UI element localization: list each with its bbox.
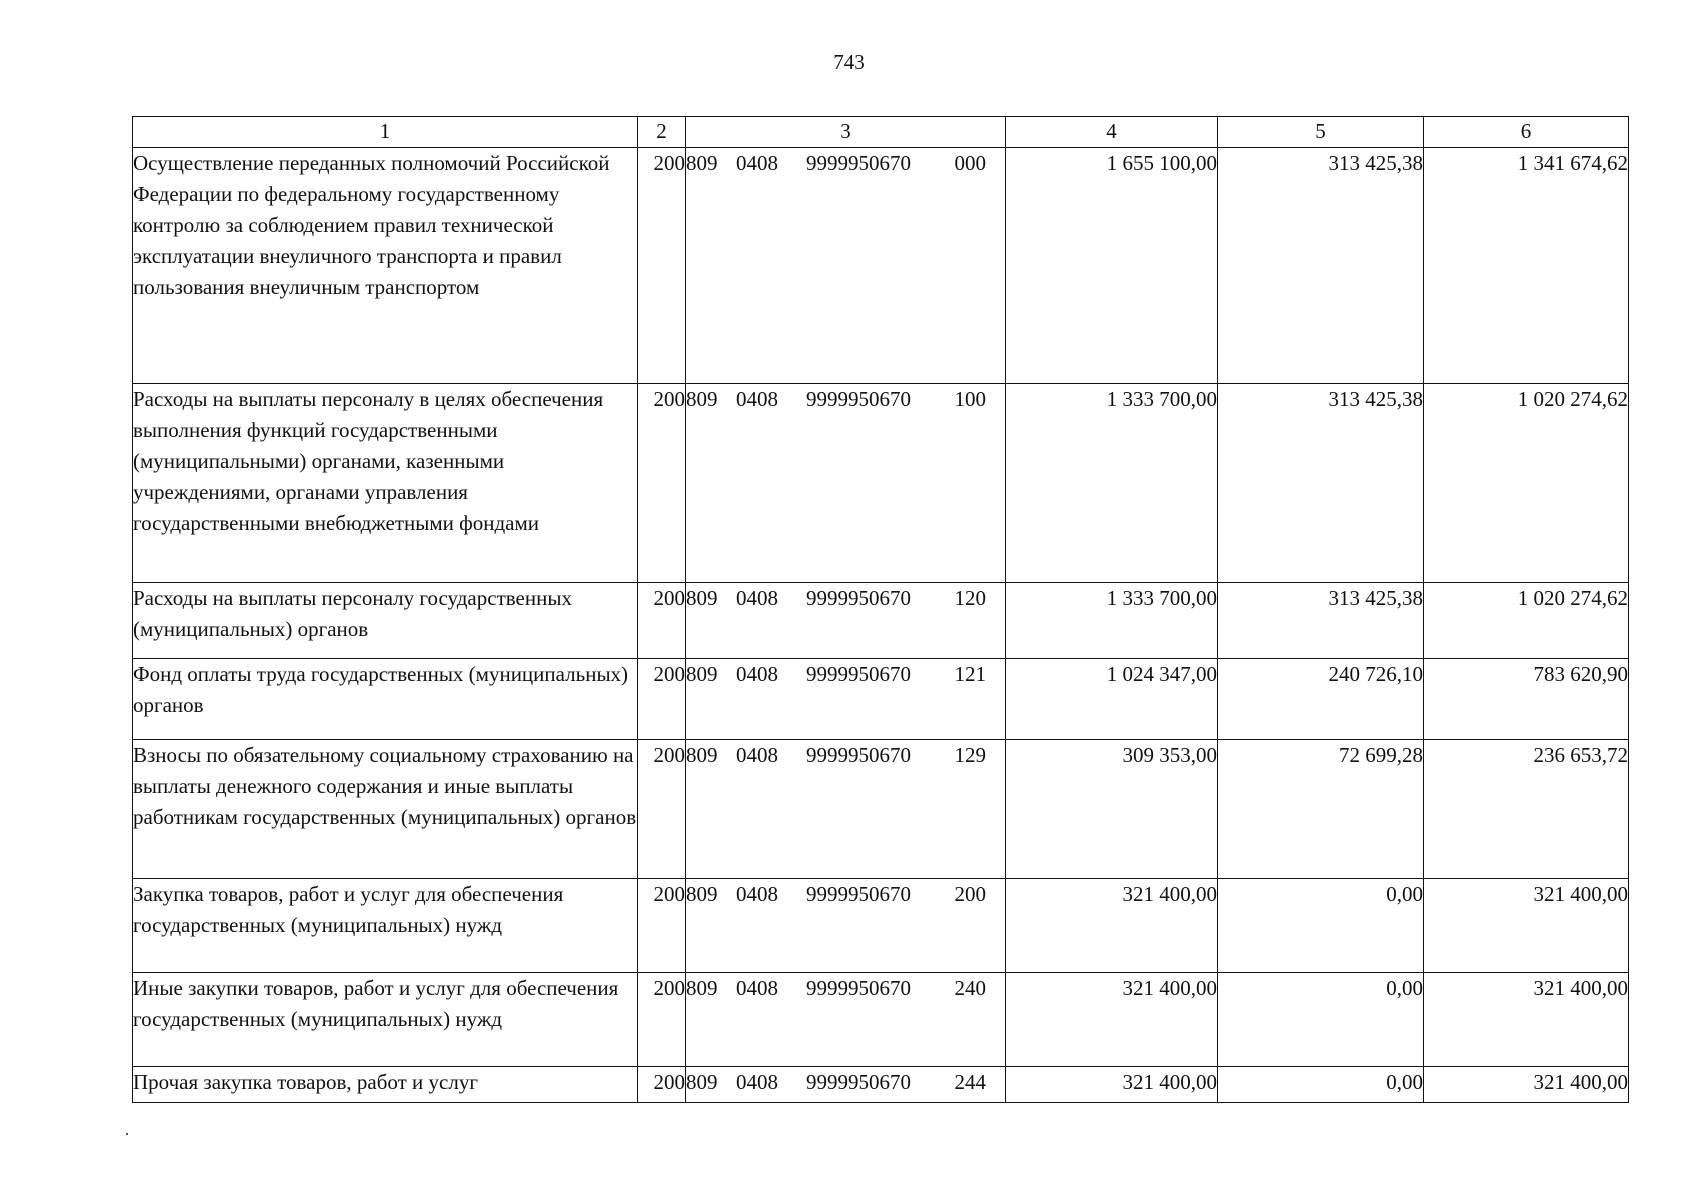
row-col6-value: 1 020 274,62 — [1424, 583, 1629, 659]
ved-code: 809 — [686, 1070, 718, 1094]
row-description: Взносы по обязательному социальному страхованию на выплаты денежного содержания и иные выплаты работникам государственных (муниципальных) органов — [133, 740, 638, 879]
row-description: Закупка товаров, работ и услуг для обеспечения государственных (муниципальных) нужд — [133, 879, 638, 973]
target-article-code: 9999950670 — [806, 586, 911, 610]
row-col4-value: 1 333 700,00 — [1006, 583, 1218, 659]
target-article-code: 9999950670 — [806, 1070, 911, 1094]
table-row — [133, 659, 1629, 740]
row-description: Фонд оплаты труда государственных (муниципальных) органов — [133, 659, 638, 740]
row-classification-code — [686, 148, 1006, 384]
row-classification-code — [686, 384, 1006, 583]
budget-table — [132, 116, 1629, 1103]
ved-code: 809 — [686, 976, 718, 1000]
table-header-row — [133, 117, 1629, 148]
ved-code: 809 — [686, 151, 718, 175]
ved-code: 809 — [686, 387, 718, 411]
row-admin-code: 200 — [638, 879, 686, 973]
row-col4-value: 321 400,00 — [1006, 879, 1218, 973]
expense-type-code: 129 — [954, 743, 986, 767]
row-classification-code — [686, 659, 1006, 740]
row-col4-value: 309 353,00 — [1006, 740, 1218, 879]
row-col5-value: 0,00 — [1218, 879, 1424, 973]
row-col5-value: 0,00 — [1218, 1067, 1424, 1103]
section-code: 0408 — [736, 151, 778, 175]
header-col-4: 4 — [1006, 117, 1218, 148]
row-col5-value: 72 699,28 — [1218, 740, 1424, 879]
row-col6-value: 1 341 674,62 — [1424, 148, 1629, 384]
ved-code: 809 — [686, 743, 718, 767]
row-description: Осуществление переданных полномочий Российской Федерации по федеральному государственному контролю за соблюдением правил технической эксплуатации внеуличного транспорта и правил пользования внеуличным транспортом — [133, 148, 638, 384]
expense-type-code: 200 — [954, 882, 986, 906]
row-col4-value: 321 400,00 — [1006, 973, 1218, 1067]
header-col-6: 6 — [1424, 117, 1629, 148]
row-col5-value: 313 425,38 — [1218, 583, 1424, 659]
expense-type-code: 240 — [954, 976, 986, 1000]
expense-type-code: 120 — [954, 586, 986, 610]
row-classification-code — [686, 1067, 1006, 1103]
page-number: 743 — [833, 50, 865, 74]
section-code: 0408 — [736, 882, 778, 906]
row-col4-value: 1 024 347,00 — [1006, 659, 1218, 740]
header-col-5: 5 — [1218, 117, 1424, 148]
row-col4-value: 1 333 700,00 — [1006, 384, 1218, 583]
section-code: 0408 — [736, 743, 778, 767]
target-article-code: 9999950670 — [806, 151, 911, 175]
row-admin-code: 200 — [638, 659, 686, 740]
row-classification-code — [686, 879, 1006, 973]
header-col-1: 1 — [133, 117, 638, 148]
table-row — [133, 583, 1629, 659]
row-description: Расходы на выплаты персоналу в целях обеспечения выполнения функций государственными (муниципальными) органами, казенными учреждениями, органами управления государственными внебюджетными фондами — [133, 384, 638, 583]
section-code: 0408 — [736, 387, 778, 411]
table-row — [133, 740, 1629, 879]
row-classification-code — [686, 740, 1006, 879]
ved-code: 809 — [686, 662, 718, 686]
section-code: 0408 — [736, 1070, 778, 1094]
section-code: 0408 — [736, 662, 778, 686]
row-description: Прочая закупка товаров, работ и услуг — [133, 1067, 638, 1103]
table-row — [133, 148, 1629, 384]
scan-speck — [126, 1133, 128, 1135]
row-col6-value: 1 020 274,62 — [1424, 384, 1629, 583]
row-col4-value: 1 655 100,00 — [1006, 148, 1218, 384]
expense-type-code: 100 — [954, 387, 986, 411]
row-col6-value: 321 400,00 — [1424, 973, 1629, 1067]
row-col6-value: 783 620,90 — [1424, 659, 1629, 740]
row-col6-value: 236 653,72 — [1424, 740, 1629, 879]
expense-type-code: 244 — [954, 1070, 986, 1094]
target-article-code: 9999950670 — [806, 387, 911, 411]
row-col6-value: 321 400,00 — [1424, 1067, 1629, 1103]
row-admin-code: 200 — [638, 740, 686, 879]
table-row — [133, 1067, 1629, 1103]
header-col-2: 2 — [638, 117, 686, 148]
ved-code: 809 — [686, 586, 718, 610]
table-row — [133, 973, 1629, 1067]
row-description: Иные закупки товаров, работ и услуг для обеспечения государственных (муниципальных) нужд — [133, 973, 638, 1067]
target-article-code: 9999950670 — [806, 976, 911, 1000]
ved-code: 809 — [686, 882, 718, 906]
row-admin-code: 200 — [638, 973, 686, 1067]
row-classification-code — [686, 583, 1006, 659]
target-article-code: 9999950670 — [806, 662, 911, 686]
row-admin-code: 200 — [638, 583, 686, 659]
row-col6-value: 321 400,00 — [1424, 879, 1629, 973]
row-col5-value: 313 425,38 — [1218, 384, 1424, 583]
expense-type-code: 121 — [954, 662, 986, 686]
row-admin-code: 200 — [638, 384, 686, 583]
row-admin-code: 200 — [638, 148, 686, 384]
row-col4-value: 321 400,00 — [1006, 1067, 1218, 1103]
target-article-code: 9999950670 — [806, 743, 911, 767]
header-col-3: 3 — [686, 117, 1006, 148]
table-row — [133, 384, 1629, 583]
row-description: Расходы на выплаты персоналу государственных (муниципальных) органов — [133, 583, 638, 659]
row-col5-value: 0,00 — [1218, 973, 1424, 1067]
expense-type-code: 000 — [954, 151, 986, 175]
row-classification-code — [686, 973, 1006, 1067]
row-col5-value: 313 425,38 — [1218, 148, 1424, 384]
row-admin-code: 200 — [638, 1067, 686, 1103]
table-row — [133, 879, 1629, 973]
section-code: 0408 — [736, 976, 778, 1000]
row-col5-value: 240 726,10 — [1218, 659, 1424, 740]
section-code: 0408 — [736, 586, 778, 610]
target-article-code: 9999950670 — [806, 882, 911, 906]
